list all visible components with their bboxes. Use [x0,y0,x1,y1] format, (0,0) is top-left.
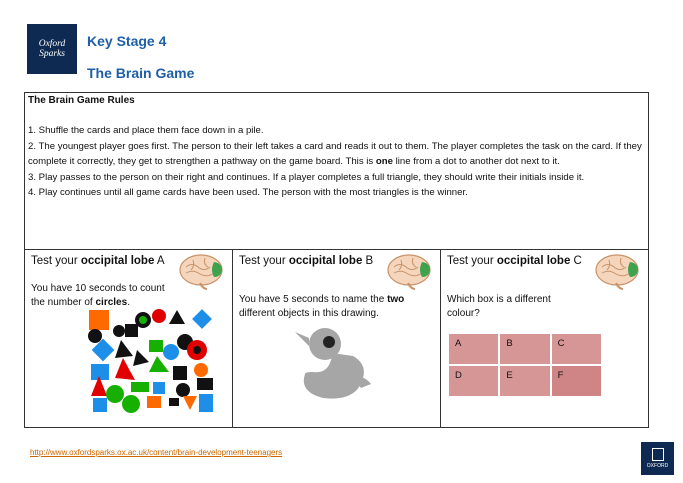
oxford-sparks-logo [27,24,77,74]
rule-text: 2. The youngest player goes first. The person to their left takes a card and reads it out to them. The player completes the task on the card. If they complete it correctly, they get to strengthen a pathway on the game board. This is [28,140,642,167]
game-cards [24,250,649,428]
card-title-prefix: Test your [31,255,81,267]
card-title [31,255,165,267]
card-c [441,250,648,427]
rule-item: 1. Shuffle the cards and place them face down in a pile. [28,125,264,136]
duck-rabbit-image [291,324,377,404]
logo-line1: Oxford [38,39,66,49]
box-f: F [552,366,601,396]
card-title-bold: occipital lobe [496,255,571,267]
instruction-text: You have 5 seconds to name the [239,294,388,305]
brain-icon [594,252,642,290]
card-title-suffix: B [362,255,374,267]
rules-box [24,92,649,250]
box-c: C [552,334,601,364]
rules-list [28,123,644,201]
card-a [25,250,233,427]
card-title-prefix: Test your [239,255,289,267]
rule-emphasis: one [375,156,393,167]
card-title [239,255,373,267]
card-title-bold: occipital lobe [288,255,363,267]
card-title-suffix: C [570,255,582,267]
instruction-suffix: different objects in this drawing. [239,308,379,319]
card-instruction [239,293,435,321]
card-title [447,255,582,267]
instruction-text: You have 10 seconds to count the number of [31,283,165,308]
card-instruction: Which box is a different colour? [447,294,551,319]
crest-icon [652,448,664,461]
shapes-puzzle-image [87,306,217,414]
box-d: D [449,366,498,396]
rule-item: 4. Play continues until all game cards have been used. The person with the most triangles is the winner. [28,187,468,198]
colour-boxes [449,334,601,396]
rule-text: line from a dot to another dot next to it. [392,156,560,167]
instruction-bold: two [387,294,405,305]
university-of-oxford-logo [641,442,674,475]
card-title-prefix: Test your [447,255,497,267]
box-b: B [500,334,549,364]
oxford-label: OXFORD [646,463,669,469]
rules-title: The Brain Game Rules [28,95,135,106]
brain-icon [178,252,226,290]
instruction-suffix: . [127,297,130,308]
rule-item [28,139,644,170]
source-link[interactable]: http://www.oxfordsparks.ox.ac.uk/content/brain-development-teenagers [30,448,283,457]
logo-line2: Sparks [39,49,65,59]
key-stage-heading: Key Stage 4 [87,33,167,49]
instruction-bold: circles [95,297,128,308]
brain-icon [386,252,434,290]
card-b [233,250,441,427]
box-e: E [500,366,549,396]
card-title-suffix: A [154,255,165,267]
page-title: The Brain Game [87,65,195,81]
box-a: A [449,334,498,364]
rule-item: 3. Play passes to the person on their right and continues. If a player completes a full triangle, they should write their initials inside it. [28,171,585,183]
card-title-bold: occipital lobe [80,255,155,267]
